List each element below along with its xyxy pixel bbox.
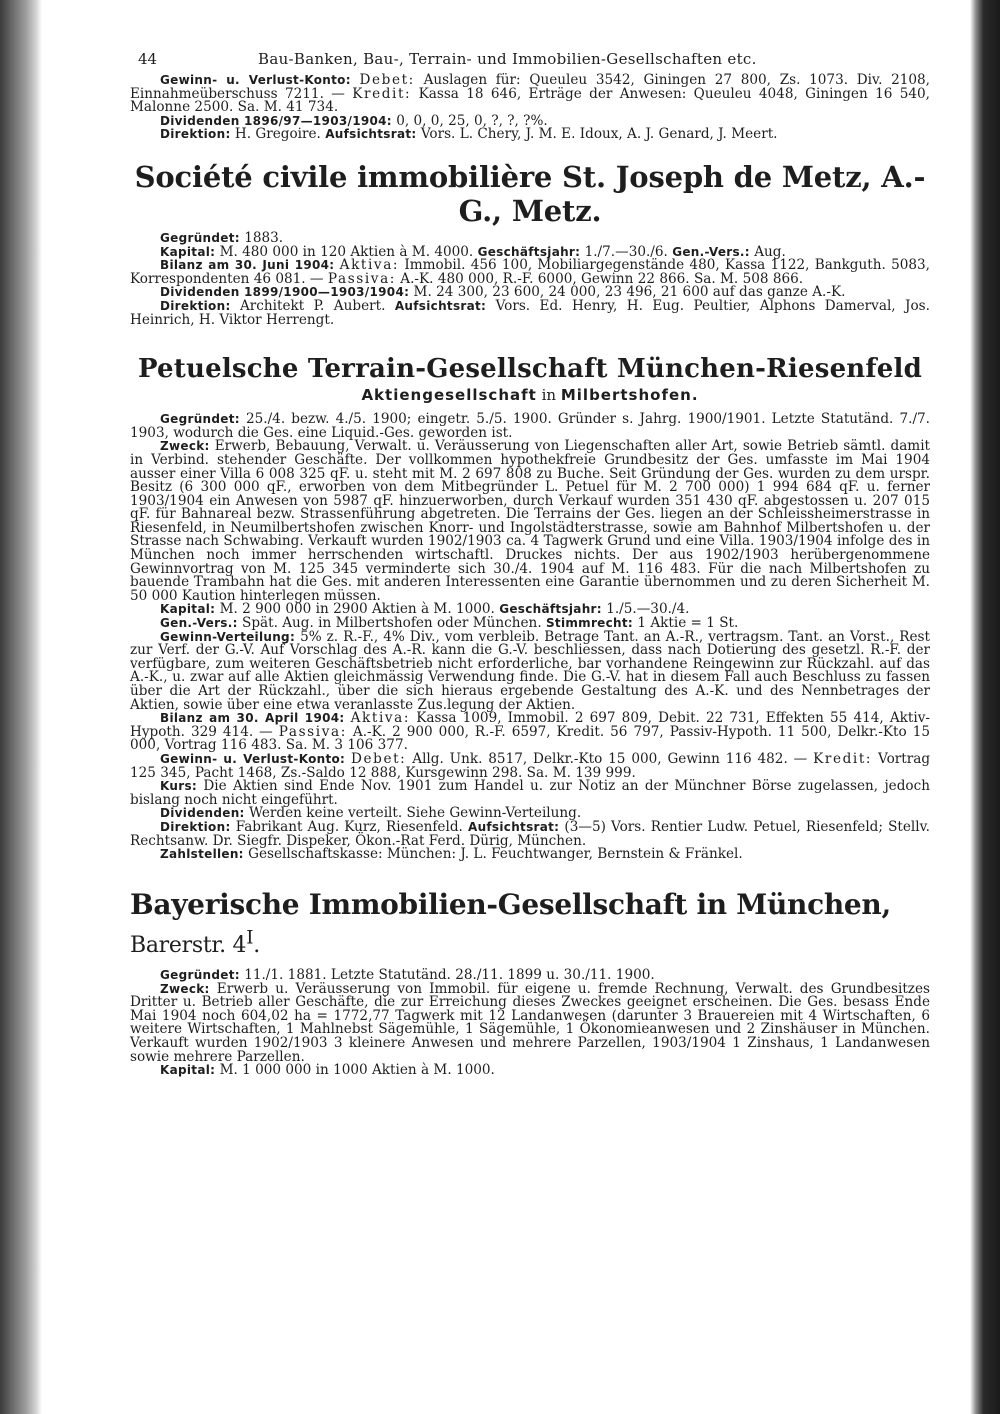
scan-binding-edge: [0, 0, 42, 1414]
dividends: Dividenden 1896/97—1903/1904: 0, 0, 0, 25, 0, ?, ?, ?%.: [160, 112, 548, 129]
stock-quotation: Kurs: Die Aktien sind Ende Nov. 1901 zum Handel u. zur Notiz an der Münchner Börse zugelassen, jedoch bislang noch nicht eingeführt.: [130, 778, 930, 808]
board: Direktion: Fabrikant Aug. Kurz, Riesenfeld. Aufsichtsrat: (3—5) Vors. Rentier Ludw. Petuel, Riesenfeld; Stellv. Rechtsanw. Dr. Siegfr. Dispeker, Ökon.-Rat Ferd. Dürig, München.: [130, 818, 930, 849]
company-title-st-joseph: Société civile immobilière St. Joseph de Metz, A.-G., Metz.: [134, 159, 926, 228]
company-address: Barerstr. $4^I$.: [130, 927, 260, 959]
board: Direktion: Architekt P. Aubert. Aufsichtsrat: Vors. Ed. Henry, H. Eug. Peultier, Alphons Damerval, Jos. Heinrich, H. Viktor Herrengt.: [130, 297, 930, 328]
capital: Kapital: M. 480 000 in 120 Aktien à M. 4000. Geschäftsjahr: 1./7.—30./6. Gen.-Vers.: Aug.: [160, 243, 786, 260]
scan-right-edge: [970, 0, 1000, 1414]
paying-agents: Zahlstellen: Gesellschaftskasse: München: J. L. Feuchtwanger, Bernstein & Fränkel.: [160, 846, 743, 863]
founded: Gegründet: 1883.: [160, 229, 284, 246]
document-page: [130, 44, 930, 1078]
page-header: [130, 44, 930, 74]
running-head: Bau-Banken, Bau-, Terrain- und Immobilien-Gesellschaften etc.: [258, 50, 757, 68]
balance-sheet: Bilanz am 30. April 1904: Aktiva: Kassa 1009, Immobil. 2 697 809, Debit. 22 731, Effekten 55 414, Aktiv-Hypoth. 329 414. — Passiva: A.-K. 2 900 000, R.-F. 6597, Kredit. 56 797, Passiv-Hypoth. 11 500, Delkr.-Kto 15 000, Vortrag 116 483. Sa. M. 3 106 377.: [130, 710, 930, 754]
profit-loss-account: Gewinn- u. Verlust-Konto: Debet: Auslagen für: Queuleu 3542, Giningen 27 800, Zs. 1073. Div. 2108, Einnahmeüberschuss 7211. — Kredit: Kassa 18 646, Erträge der Anwesen: Queuleu 4048, Giningen 16 540, Malonne 2500. Sa. M. 41 734.: [130, 72, 930, 116]
purpose: Zweck: Erwerb, Bebauung, Verwalt. u. Veräusserung von Liegenschaften aller Art, sowie Betrieb sämtl. damit in Verbind. stehender Geschäfte. Der vollkommen hypothekfreie Grundbesitz der Ges. umfasste im Mai 1904 ausser einer Villa 6 008 325 qF. u. steht mit M. 2 697 808 zu Buche. Seit Gründung der Ges. wurden zu dem urspr. Besitz (6 300 000 qF., erworben von dem Mitbegründer L. Petuel für M. 2 700 000) 1 994 684 qF. u. ferner 1903/1904 ein Anwesen von 5987 qF. hinzuerworben, durch Verkauf wurden 351 430 qF. abgestossen u. 207 015 qF. für Bahnareal bezw. Strassenführung abgetreten. Die Terrains der Ges. liegen an der Schleissheimerstrasse in Riesenfeld, in Neumilbertshofen zwischen Knorr- und Ingolstädterstrasse, sowie am Bahnhof Milbertshofen u. der Strasse nach Schwabing. Verkauft wurden 1902/1903 ca. 4 Tagwerk Grund und eine Villa. 1903/1904 infolge des in München noch immer herrschenden wirtschaftl. Druckes nichts. Der aus 1902/1903 herübergenommene Gewinnvortrag von M. 125 345 verminderte sich 30./4. 1904 auf M. 116 483. Für die nach Milbertshofen zu bauende Trambahn hat die Ges. mit anderen Interessenten eine Garantie übernommen und zu deren Sicherheit M. 50 000 Kaution hinterlegen müssen.: [130, 438, 931, 604]
company-title-bayerische: Bayerische Immobilien-Gesellschaft in München, Barerstr. $4^I$.: [130, 887, 891, 959]
general-meeting: Gen.-Vers.: Spät. Aug. in Milbertshofen oder München. Stimmrecht: 1 Aktie = 1 St.: [160, 615, 739, 632]
profit-loss-account: Gewinn- u. Verlust-Konto: Debet: Allg. Unk. 8517, Delkr.-Kto 15 000, Gewinn 116 482. — Kredit: Vortrag 125 345, Pacht 1468, Zs.-Saldo 12 888, Kursgewinn 298. Sa. M. 139 999.: [130, 750, 931, 781]
founded: Gegründet: 25./4. bezw. 4./5. 1900; eingetr. 5./5. 1900. Gründer s. Jahrg. 1900/1901. Letzte Statutänd. 7./7. 1903, wodurch die Ges. eine Liquid.-Ges. geworden ist.: [130, 411, 930, 441]
section-bayerische: [130, 969, 930, 1078]
company-subtitle: Aktiengesellschaft in Milbertshofen.: [361, 386, 699, 405]
founded: Gegründet: 11./1. 1881. Letzte Statutänd. 28./11. 1899 u. 30./11. 1900.: [160, 967, 655, 984]
capital: Kapital: M. 2 900 000 in 2900 Aktien à M. 1000. Geschäftsjahr: 1./5.—30./4.: [160, 601, 690, 618]
section-previous-company-tail: [130, 74, 930, 142]
capital: Kapital: M. 1 000 000 in 1000 Aktien à M. 1000.: [160, 1062, 495, 1079]
field-label: Gewinn- u. Verlust-Konto:: [160, 73, 351, 87]
balance-sheet: Bilanz am 30. Juni 1904: Aktiva: Immobil. 456 100, Mobiliargegenstände 480, Kassa 1122, Bankguth. 5083, Korrespondenten 46 081. — Passiva: A.-K. 480 000, R.-F. 6000, Gewinn 22 866. Sa. M. 508 866.: [130, 257, 930, 287]
dividends: Dividenden 1899/1900—1903/1904: M. 24 300, 23 600, 24 000, 23 496, 21 600 auf das ganze A.-K.: [160, 284, 846, 301]
purpose: Zweck: Erwerb u. Veräusserung von Immobil. für eigene u. fremde Rechnung, Verwalt. des Grundbesitzes Dritter u. Betrieb aller Geschäfte, die zur Erreichung dieses Zweckes geeignet erscheinen. Die Ges. besass Ende Mai 1904 noch 604,02 ha = 1772,77 Tagwerk mit 12 Landanwesen (darunter 3 Brauereien mit 4 Wirtschaften, 6 weitere Wirtschaften, 1 Mahlnebst Sägemühle, 1 Sägemühle, 1 Ökonomieanwesen und 2 Zinshäuser in München. Verkauft wurden 1902/1903 3 kleinere Anwesen und mehrere Parzellen, 1903/1904 1 Zinshaus, 1 Landanwesen sowie mehrere Parzellen.: [130, 980, 930, 1065]
profit-distribution: Gewinn-Verteilung: 5% z. R.-F., 4% Div., vom verbleib. Betrage Tant. an A.-R., vertragsm. Tant. an Vorst., Rest zur Verf. der G.-V. Auf Vorschlag des A.-R. kann die G.-V. beschliessen, dass nach Dotierung des gesetzl. R.-F. der verfügbare, zum weiteren Geschäftsbetrieb nicht erforderliche, bar vorhandene Reingewinn zur Rückzahl. auf das A.-K., u. zwar auf alle Aktien gleichmässig Verwendung finde. Die G.-V. hat in diesem Fall auch Beschluss zu fassen über die Art der Rückzahl., über die sich hieraus ergebende Gestaltung des A.-K. und des Nennbetrages der Aktien, sowie über eine etwa veranlasste Zus.legung der Aktien.: [130, 628, 930, 713]
board: Direktion: H. Gregoire. Aufsichtsrat: Vors. L. Chery, J. M. E. Idoux, A. J. Genard, J. Meert.: [160, 126, 778, 143]
section-st-joseph: [130, 229, 930, 328]
company-title-petuelsche: Petuelsche Terrain-Gesellschaft München-Riesenfeld: [137, 354, 922, 385]
page-number: 44: [138, 50, 158, 68]
section-petuelsche: [130, 413, 930, 862]
dividends: Dividenden: Werden keine verteilt. Siehe Gewinn-Verteilung.: [160, 805, 582, 822]
